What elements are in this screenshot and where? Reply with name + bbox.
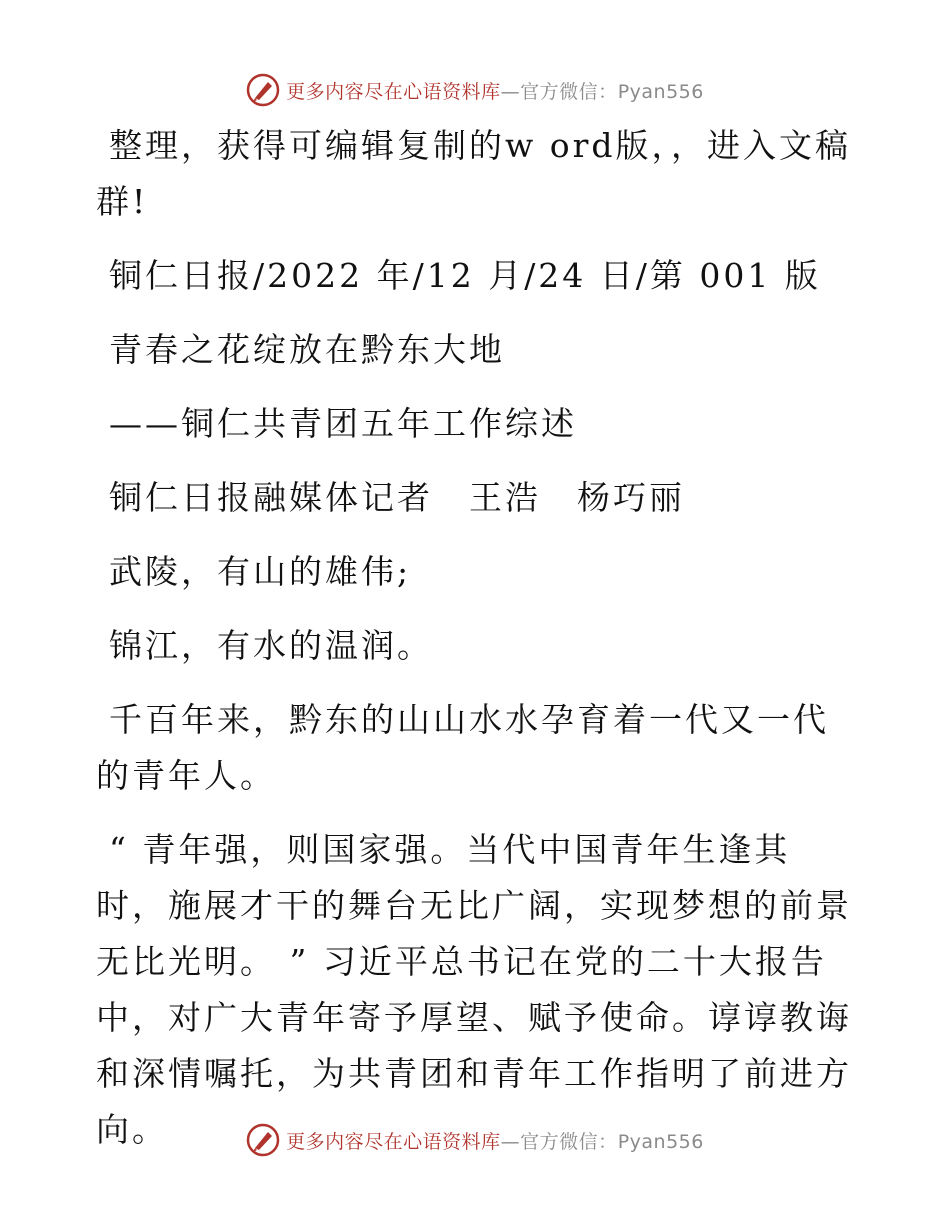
- quill-pen-icon: [246, 1123, 280, 1157]
- byline: 铜仁日报融媒体记者 王浩 杨巧丽: [109, 478, 685, 517]
- body-paragraph: 武陵，有山的雄伟;: [109, 552, 412, 591]
- wechat-id: Pyan556: [617, 1130, 704, 1153]
- body-paragraph: 千百年来，黔东的山山水水孕育着一代又一代的青年人。: [96, 700, 829, 795]
- source-line: 铜仁日报/2022 年/12 月/24 日/第 001 版: [109, 256, 821, 295]
- body-paragraph: “ 青年强，则国家强。当代中国青年生逢其时，施展才干的舞台无比广阔，实现梦想的前景无比光明。 ” 习近平总书记在党的二十大报告中，对广大青年寄予厚望、赋予使命。谆谆教诲和深情嘱托，为共青团和青年工作指明了前进方向。: [96, 830, 852, 1149]
- wechat-label: 官方微信：: [520, 80, 618, 103]
- wechat-label: 官方微信：: [520, 1130, 618, 1153]
- watermark-text: 更多内容尽在心语资料库: [286, 80, 501, 103]
- footer-watermark: [0, 1120, 950, 1160]
- watermark-text: 更多内容尽在心语资料库: [286, 1130, 501, 1153]
- watermark-dash: —: [500, 80, 521, 103]
- document-body: [96, 118, 856, 1176]
- header-watermark: [0, 70, 950, 110]
- article-subtitle: ——铜仁共青团五年工作综述: [109, 404, 577, 443]
- wechat-id: Pyan556: [617, 80, 704, 103]
- quill-pen-icon: [246, 73, 280, 107]
- article-title: 青春之花绽放在黔东大地: [109, 330, 505, 369]
- body-paragraph: 锦江，有水的温润。: [109, 626, 433, 665]
- watermark-dash: —: [500, 1130, 521, 1153]
- intro-paragraph: 整理，获得可编辑复制的w ord版，，进入文稿群!: [96, 126, 852, 221]
